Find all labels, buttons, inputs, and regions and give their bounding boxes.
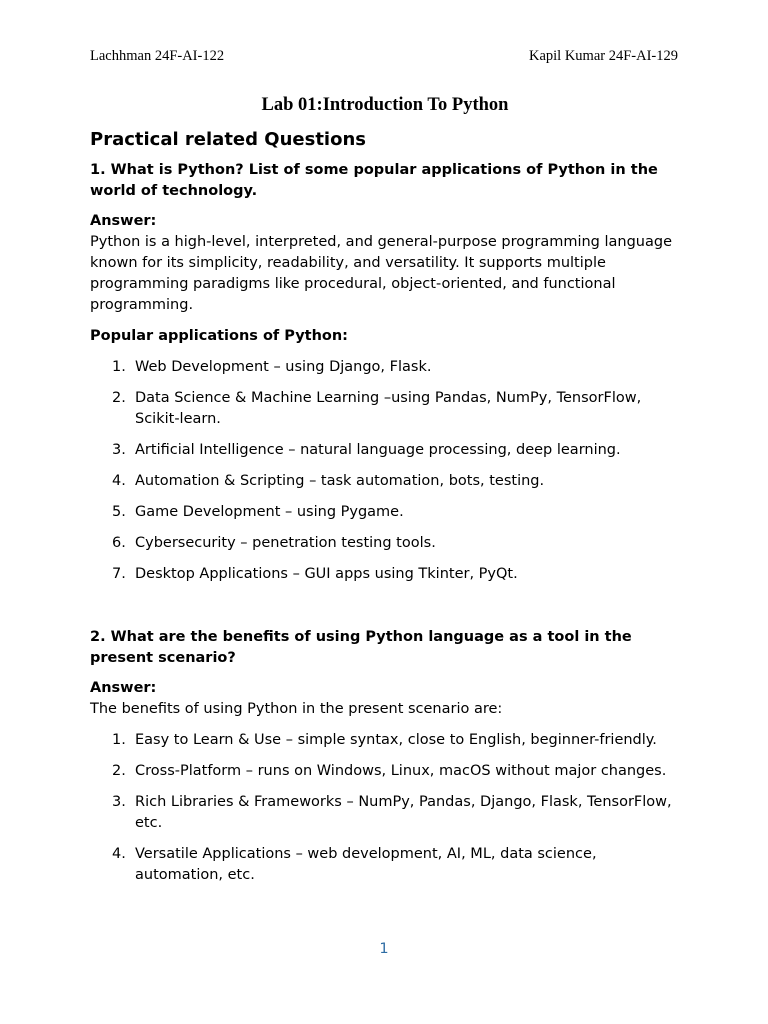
list-item xyxy=(90,357,680,378)
list-item xyxy=(90,502,680,523)
list-item xyxy=(90,761,680,782)
list-item-text: Web Development – using Django, Flask. xyxy=(135,359,432,375)
section-spacer xyxy=(90,595,680,627)
document-body xyxy=(90,94,680,896)
list-item-number: 5. xyxy=(112,504,126,520)
list-item-number: 3. xyxy=(112,442,126,458)
page-number: 1 xyxy=(379,941,389,957)
list-item-number: 4. xyxy=(112,473,126,489)
list-item xyxy=(90,730,680,751)
list-item-number: 7. xyxy=(112,566,126,582)
section-heading: Practical related Questions xyxy=(90,129,366,150)
question-2: 2. What are the benefits of using Python language as a tool in the present scenario? xyxy=(90,629,632,666)
list-item xyxy=(90,471,680,492)
list-item xyxy=(90,533,680,554)
list-item-text: Game Development – using Pygame. xyxy=(135,504,404,520)
list-item-text: Automation & Scripting – task automation, bots, testing. xyxy=(135,473,545,489)
header-left-author: Lachhman 24F-AI-122 xyxy=(90,48,225,64)
list-item-text: Cybersecurity – penetration testing tools. xyxy=(135,535,436,551)
list-item xyxy=(90,388,680,430)
list-item-number: 6. xyxy=(112,535,126,551)
answer-1-text: Python is a high-level, interpreted, and general-purpose programming language known for its simplicity, readability, and versatility. It supports multiple programming paradigms like procedural, object-oriented, and functional programming. xyxy=(90,234,672,313)
list-item xyxy=(90,440,680,461)
list-item xyxy=(90,844,680,886)
answer-1-label: Answer: xyxy=(90,213,157,229)
list-item-number: 2. xyxy=(112,390,126,406)
list-item xyxy=(90,564,680,585)
applications-label: Popular applications of Python: xyxy=(90,328,348,344)
list-item-text: Desktop Applications – GUI apps using Tkinter, PyQt. xyxy=(135,566,518,582)
list-item xyxy=(90,792,680,834)
applications-list xyxy=(90,357,680,585)
list-item-text: Easy to Learn & Use – simple syntax, close to English, beginner-friendly. xyxy=(135,732,657,748)
question-1: 1. What is Python? List of some popular applications of Python in the world of technology. xyxy=(90,162,658,199)
header-right-author: Kapil Kumar 24F-AI-129 xyxy=(528,48,678,64)
list-item-text: Versatile Applications – web development, AI, ML, data science, automation, etc. xyxy=(135,846,597,883)
list-item-text: Cross-Platform – runs on Windows, Linux, macOS without major changes. xyxy=(135,763,667,779)
document-title: Lab 01:Introduction To Python xyxy=(261,95,509,115)
benefits-list xyxy=(90,730,680,886)
list-item-text: Data Science & Machine Learning –using Pandas, NumPy, TensorFlow, Scikit-learn. xyxy=(135,390,642,427)
list-item-number: 1. xyxy=(112,732,126,748)
list-item-text: Rich Libraries & Frameworks – NumPy, Pandas, Django, Flask, TensorFlow, etc. xyxy=(135,794,672,831)
list-item-number: 2. xyxy=(112,763,126,779)
list-item-number: 3. xyxy=(112,794,126,810)
list-item-text: Artificial Intelligence – natural language processing, deep learning. xyxy=(135,442,621,458)
answer-2-label: Answer: xyxy=(90,680,157,696)
list-item-number: 4. xyxy=(112,846,126,862)
answer-2-text: The benefits of using Python in the present scenario are: xyxy=(90,701,503,717)
list-item-number: 1. xyxy=(112,359,126,375)
